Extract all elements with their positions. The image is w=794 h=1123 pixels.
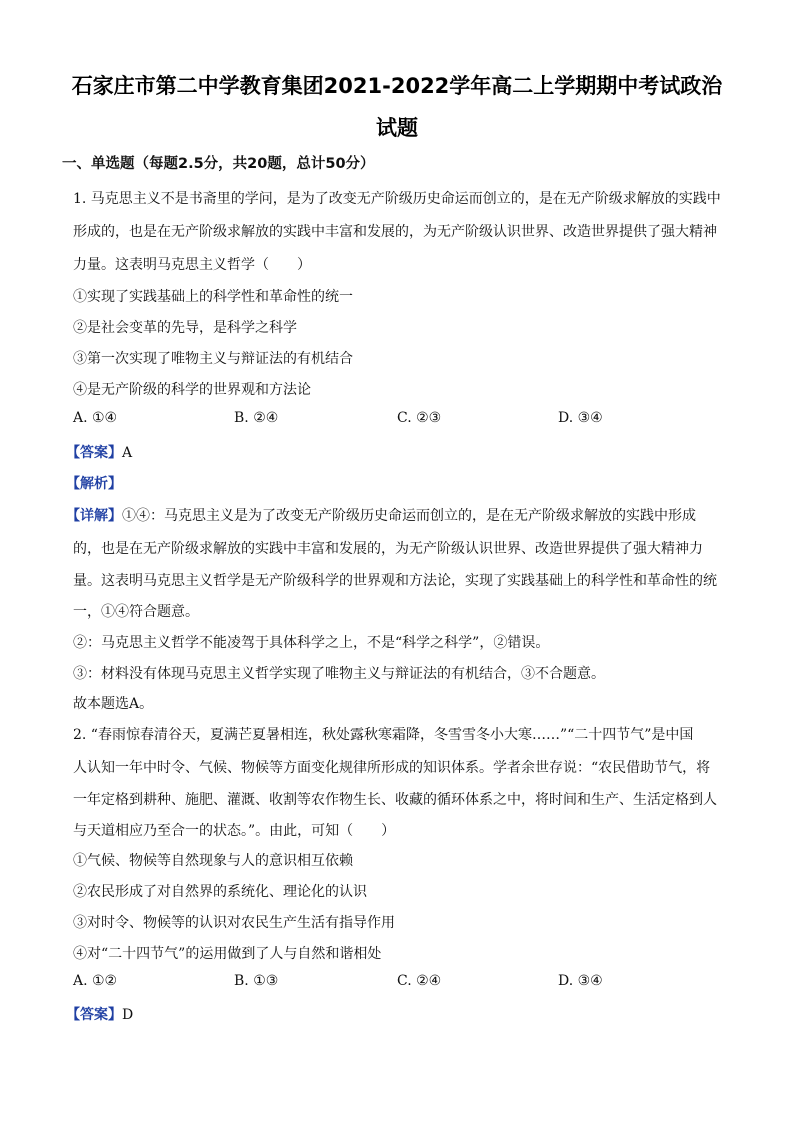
q1-item: ④是无产阶级的科学的世界观和方法论 <box>73 382 311 398</box>
q2-item: ③对时令、物候等的认识对农民生产生活有指导作用 <box>73 915 395 931</box>
q2-option-d: D. ③④ <box>558 973 603 989</box>
q1-detail-line: 一，①④符合题意。 <box>73 604 199 620</box>
q2-item: ①气候、物候等自然现象与人的意识相互依赖 <box>73 853 353 869</box>
doc-title-line2: 试题 <box>376 116 418 140</box>
q1-detail-line: ②：马克思主义哲学不能凌驾于具体科学之上，不是“科学之科学”，②错误。 <box>73 635 550 651</box>
q1-option-d: D. ③④ <box>558 410 603 426</box>
q1-stem-line: 1. 马克思主义不是书斋里的学问，是为了改变无产阶级历史命运而创立的，是在无产阶级求解放的实践中 <box>73 191 721 207</box>
q1-detail-line <box>66 505 696 525</box>
q1-option-b: B. ②④ <box>234 410 279 426</box>
q1-stem-line: 力量。这表明马克思主义哲学（ ） <box>73 257 311 273</box>
q2-option-c: C. ②④ <box>397 973 442 989</box>
q1-item: ②是社会变革的先导，是科学之科学 <box>73 320 297 336</box>
q1-detail-line: ③：材料没有体现马克思主义哲学实现了唯物主义与辩证法的有机结合，③不合题意。 <box>73 666 605 682</box>
q2-item: ②农民形成了对自然界的系统化、理论化的认识 <box>73 884 367 900</box>
answer-value: A <box>122 445 133 461</box>
section-heading: 一、单选题（每题2.5分，共20题，总计50分） <box>62 156 375 172</box>
answer-tag: 【答案】 <box>66 445 122 461</box>
q2-stem-line: 一年定格到耕种、施肥、灌溉、收割等农作物生长、收藏的循环体系之中，将时间和生产、生活定格到人 <box>73 792 717 808</box>
q1-detail-line: 的，也是在无产阶级求解放的实践中丰富和发展的，为无产阶级认识世界、改造世界提供了强大精神力 <box>73 541 703 557</box>
doc-title-line1: 石家庄市第二中学教育集团2021-2022学年高二上学期期中考试政治 <box>71 74 723 98</box>
detail-tag: 【详解】 <box>66 508 122 524</box>
q2-stem-line: 人认知一年中时令、气候、物候等方面变化规律所形成的知识体系。学者余世存说：“农民借助节气，将 <box>73 760 711 776</box>
q1-detail-line: 量。这表明马克思主义哲学是无产阶级科学的世界观和方法论，实现了实践基础上的科学性和革命性的统 <box>73 573 717 589</box>
q2-stem-line: 2. “春雨惊春清谷天，夏满芒夏暑相连，秋处露秋寒霜降，冬雪雪冬小大寒……”“二十四节气”是中国 <box>73 727 694 743</box>
answer-tag: 【答案】 <box>66 1007 122 1023</box>
q2-option-b: B. ①③ <box>234 973 279 989</box>
q1-item: ①实现了实践基础上的科学性和革命性的统一 <box>73 289 353 305</box>
q1-option-c: C. ②③ <box>397 410 442 426</box>
answer-value: D <box>122 1007 134 1023</box>
q1-detail-line: 故本题选A。 <box>73 696 154 712</box>
q2-option-a: A. ①② <box>73 973 118 989</box>
detail-text: ①④：马克思主义是为了改变无产阶级历史命运而创立的，是在无产阶级求解放的实践中形成 <box>122 508 696 524</box>
q1-stem-line: 形成的，也是在无产阶级求解放的实践中丰富和发展的，为无产阶级认识世界、改造世界提供了强大精神 <box>73 224 717 240</box>
analysis-tag: 【解析】 <box>66 476 122 492</box>
q1-analysis-heading <box>66 473 122 493</box>
q1-item: ③第一次实现了唯物主义与辩证法的有机结合 <box>73 351 353 367</box>
q1-option-a: A. ①④ <box>73 410 118 426</box>
q2-stem-line: 与天道相应乃至合一的状态。”。由此，可知（ ） <box>73 823 396 839</box>
q2-answer <box>66 1004 133 1024</box>
q1-answer <box>66 442 132 462</box>
q2-item: ④对“二十四节气”的运用做到了人与自然和谐相处 <box>73 946 382 962</box>
